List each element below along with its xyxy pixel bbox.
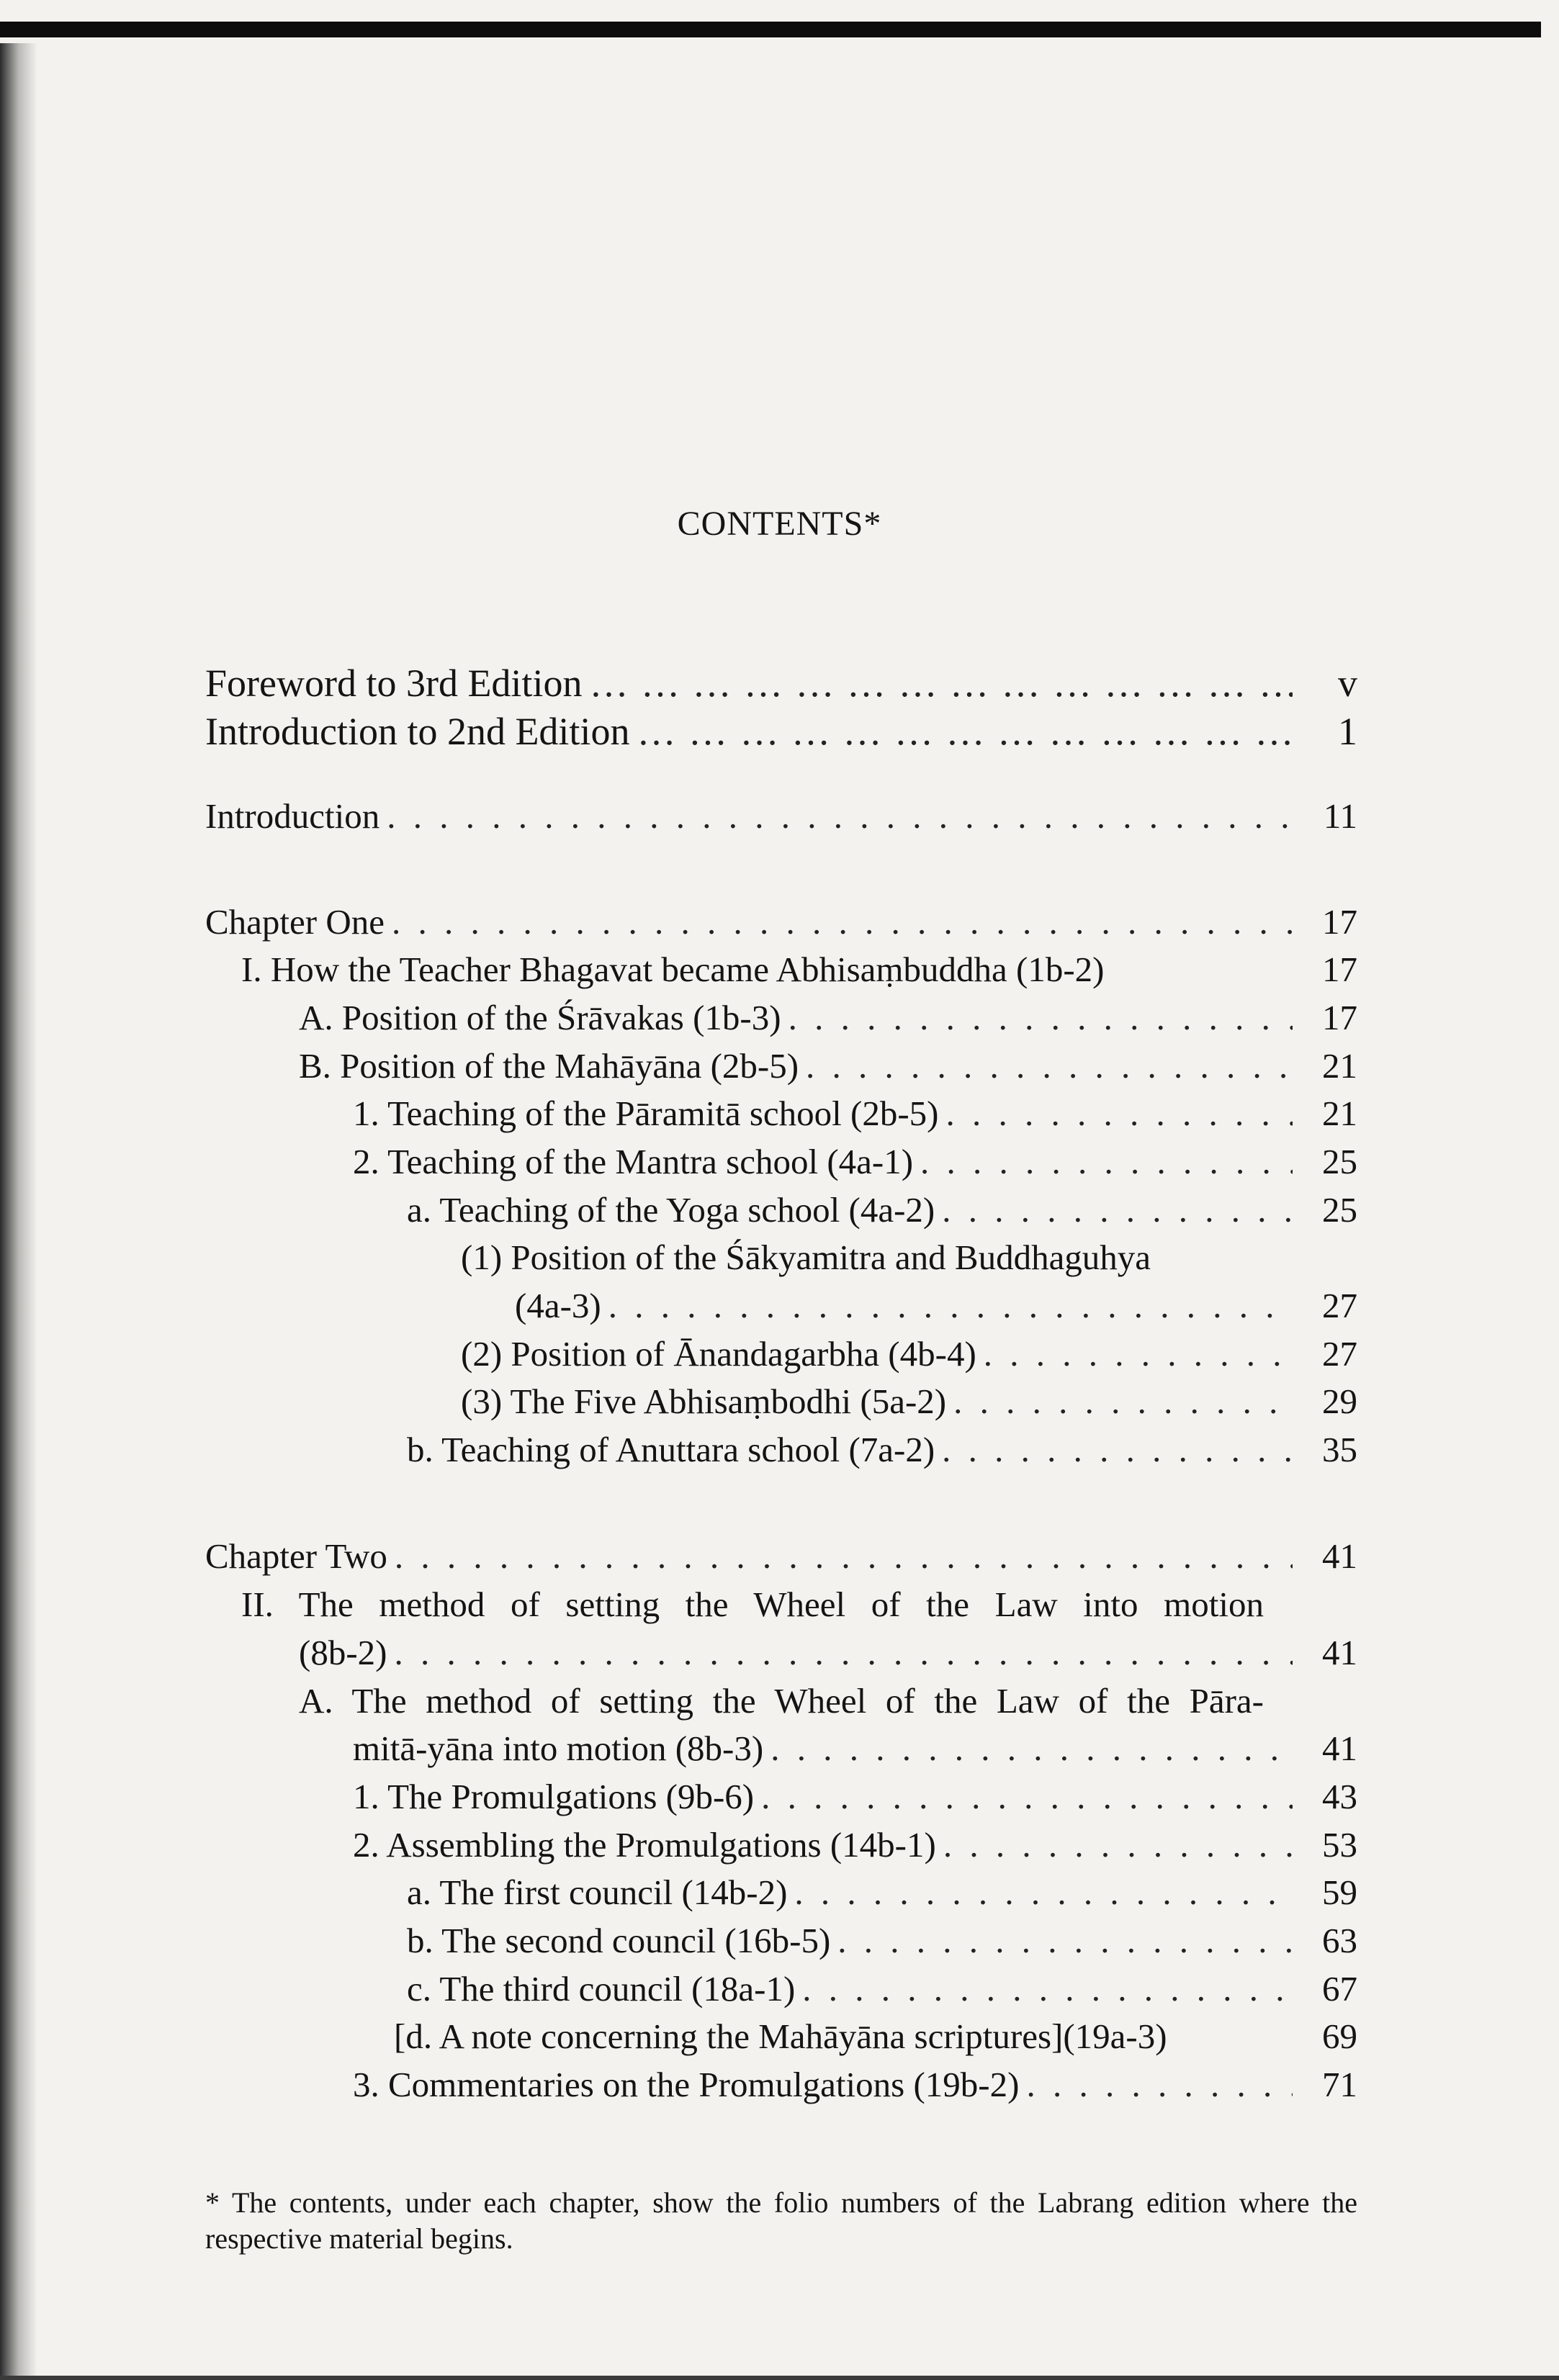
toc-label: Introduction to 2nd Edition [205, 710, 630, 753]
toc-entry-section-II-A-line1: A. The method of setting the Wheel of the Law of the Pāra- [299, 1681, 1264, 1721]
toc-label: A. Position of the Śrāvakas (1b-3) [299, 998, 781, 1037]
toc-entry-section-II [299, 1632, 1357, 1673]
dot-leader [794, 1872, 1293, 1913]
dot-leader [920, 1141, 1293, 1182]
toc-label: B. Position of the Mahāyāna (2b-5) [299, 1046, 799, 1086]
toc-label: Chapter Two [205, 1536, 387, 1576]
dot-leader [637, 709, 1293, 754]
dot-leader [802, 1968, 1293, 2009]
toc-page-number: 41 [1322, 1536, 1357, 1576]
toc-entry-section-I [241, 949, 1357, 990]
toc-entry-section-II-2a [407, 1872, 1357, 1913]
toc-entry-intro-2nd-edition [205, 709, 1357, 754]
toc-label: b. Teaching of Anuttara school (7a-2) [407, 1430, 935, 1469]
toc-entry-section-B2a1 [515, 1285, 1357, 1326]
toc-page-number: 67 [1322, 1969, 1357, 2009]
dot-leader [392, 901, 1293, 942]
toc-label: a. Teaching of the Yoga school (4a-2) [407, 1190, 935, 1230]
toc-entry-section-B1 [353, 1093, 1357, 1134]
dot-leader [1026, 2064, 1293, 2105]
dot-leader [761, 1776, 1293, 1817]
dot-leader [837, 1920, 1293, 1961]
dot-leader [945, 1093, 1293, 1134]
page-binding-shadow [0, 43, 37, 2380]
toc-page-number: v [1338, 662, 1357, 705]
toc-entry-section-II-2c [407, 1968, 1357, 2009]
toc-page-number: 27 [1322, 1286, 1357, 1325]
toc-label: Chapter One [205, 902, 385, 942]
toc-entry-section-B [299, 1045, 1357, 1086]
toc-label: Introduction [205, 796, 380, 836]
toc-page-number: 27 [1322, 1334, 1357, 1374]
toc-page-number: 17 [1322, 950, 1357, 989]
dot-leader [770, 1728, 1293, 1769]
dot-leader [387, 795, 1293, 837]
toc-label: 3. Commentaries on the Promulgations (19b-2) [353, 2065, 1020, 2104]
toc-entry-chapter-two [205, 1536, 1357, 1577]
toc-page-number: 25 [1322, 1142, 1357, 1181]
toc-entry-section-B2a2 [461, 1333, 1357, 1374]
toc-page-number: 1 [1338, 710, 1357, 753]
toc-label: (2) Position of Ānandagarbha (4b-4) [461, 1334, 976, 1374]
toc-label: mitā-yāna into motion (8b-3) [353, 1728, 764, 1768]
dot-leader [942, 1189, 1293, 1230]
toc-page-number: 63 [1322, 1921, 1357, 1960]
toc-page-number: 41 [1322, 1728, 1357, 1768]
toc-entry-section-II-2d [394, 2016, 1357, 2057]
bottom-rule [0, 2376, 1559, 2380]
toc-label: (8b-2) [299, 1633, 387, 1672]
top-rule [0, 22, 1541, 37]
toc-entry-section-II-2 [353, 1824, 1357, 1865]
toc-label: Foreword to 3rd Edition [205, 662, 583, 705]
toc-label: 2. Assembling the Promulgations (14b-1) [353, 1825, 936, 1865]
toc-entry-section-II-A [353, 1728, 1357, 1769]
dot-leader [395, 1536, 1293, 1577]
toc-entry-section-B2a1-line1: (1) Position of the Śākyamitra and Buddhaguhya [461, 1238, 1151, 1277]
toc-entry-section-A [299, 997, 1357, 1038]
toc-page-number: 69 [1322, 2016, 1357, 2056]
toc-entry-chapter-one [205, 901, 1357, 942]
page-title: CONTENTS* [677, 505, 882, 543]
dot-leader [943, 1824, 1293, 1865]
toc-label: c. The third council (18a-1) [407, 1969, 796, 2009]
toc-label: (4a-3) [515, 1286, 601, 1325]
toc-label: 2. Teaching of the Mantra school (4a-1) [353, 1142, 914, 1181]
toc-page-number: 17 [1322, 902, 1357, 942]
dot-leader [953, 1381, 1293, 1422]
toc-page-number: 25 [1322, 1190, 1357, 1230]
toc-entry-section-II-1 [353, 1776, 1357, 1817]
toc-label: a. The first council (14b-2) [407, 1872, 788, 1912]
toc-page-number: 43 [1322, 1777, 1357, 1816]
toc-entry-section-II-line1: II. The method of setting the Wheel of the Law into motion [241, 1585, 1264, 1624]
toc-entry-section-II-3 [353, 2064, 1357, 2105]
dot-leader [608, 1285, 1293, 1326]
toc-label: (3) The Five Abhisaṃbodhi (5a-2) [461, 1381, 947, 1421]
toc-entry-section-B2a [407, 1189, 1357, 1230]
dot-leader [789, 997, 1293, 1038]
toc-label: 1. The Promulgations (9b-6) [353, 1777, 755, 1816]
toc-page-number: 17 [1322, 998, 1357, 1037]
toc-page-number: 21 [1322, 1046, 1357, 1086]
dot-leader [394, 1632, 1293, 1673]
toc-entry-section-B2b [407, 1429, 1357, 1470]
toc-page-number: 71 [1322, 2065, 1357, 2104]
dot-leader [589, 661, 1293, 706]
toc-entry-section-B2a3 [461, 1381, 1357, 1422]
dot-leader [942, 1429, 1293, 1470]
toc-page-number: 11 [1323, 796, 1357, 836]
toc-page-number: 21 [1322, 1094, 1357, 1133]
toc-label: [d. A note concerning the Mahāyāna scriptures](19a-3) [394, 2016, 1167, 2056]
toc-entry-foreword [205, 661, 1357, 706]
toc-entry-introduction [205, 795, 1357, 837]
toc-page-number: 59 [1322, 1872, 1357, 1912]
dot-leader [984, 1333, 1293, 1374]
toc-page-number: 35 [1322, 1430, 1357, 1469]
toc-entry-section-B2 [353, 1141, 1357, 1182]
toc-label: 1. Teaching of the Pāramitā school (2b-5) [353, 1094, 939, 1133]
footnote: * The contents, under each chapter, show the folio numbers of the Labrang edition where the respective material begins. [205, 2186, 1357, 2255]
toc-page-number: 53 [1322, 1825, 1357, 1865]
toc-label: b. The second council (16b-5) [407, 1921, 831, 1960]
toc-label: I. How the Teacher Bhagavat became Abhisaṃbuddha (1b-2) [241, 950, 1105, 989]
dot-leader [806, 1045, 1293, 1086]
toc-entry-section-II-2b [407, 1920, 1357, 1961]
toc-page-number: 41 [1322, 1633, 1357, 1672]
toc-page-number: 29 [1322, 1381, 1357, 1421]
